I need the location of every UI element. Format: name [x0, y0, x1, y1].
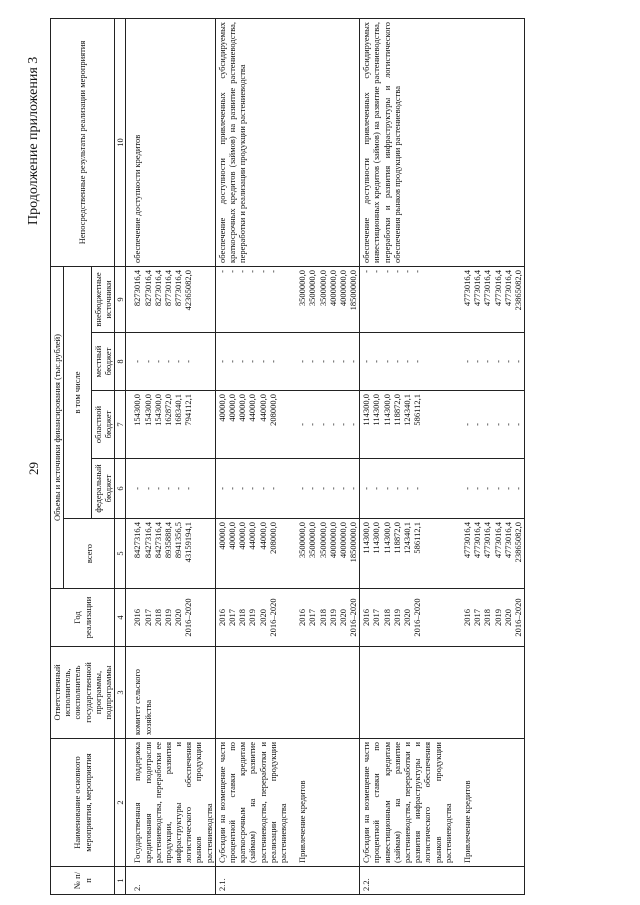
value-line: 2020 — [337, 609, 348, 626]
header-year: Год реализации — [51, 589, 115, 647]
value-line: - — [502, 487, 513, 490]
value-line: - — [472, 423, 483, 426]
value-line: - — [461, 360, 472, 363]
value-line: - — [216, 487, 227, 490]
value-line: 8773016,4 — [173, 269, 184, 307]
value-line: 4773016,4 — [502, 522, 513, 559]
header-results: Непосредственные результаты реализации мероприятия — [51, 18, 115, 266]
value-line: - — [216, 269, 227, 273]
value-line: 3500000,0 — [317, 269, 328, 307]
value-line: - — [361, 487, 372, 490]
value-line: - — [317, 360, 328, 363]
value-line: 2017 — [227, 609, 237, 626]
value-line: 8941356,5 — [173, 522, 184, 559]
row-number: 2.2. — [360, 867, 454, 895]
value-line: 4773016,4 — [461, 269, 472, 307]
value-line: 4000000,0 — [337, 269, 348, 307]
value-line: - — [307, 360, 318, 363]
value-line: - — [391, 269, 402, 273]
value-line: 4773016,4 — [492, 269, 503, 307]
value-line: 8773016,4 — [162, 269, 173, 307]
value-line: 3500000,0 — [297, 269, 308, 307]
value-line: - — [227, 360, 237, 363]
value-line: - — [257, 360, 268, 363]
row-result: обеспечение доступности привлеченных субсидируемых краткосрочных кредитов (займов) на развитие растениеводства, переработки и реализации продукции растениеводства — [215, 18, 289, 266]
value-line: 4000000,0 — [327, 522, 338, 559]
value-line: - — [142, 360, 153, 363]
value-line: - — [482, 487, 493, 490]
value-line: 4773016,4 — [482, 522, 493, 559]
row-name: Государственная поддержка кредитования подотрасли растениеводства, переработки ее продукции, развития инфраструктуры и логистического обеспечения рынков продукции растениеводства — [126, 739, 216, 867]
value-line: 3500000,0 — [317, 522, 328, 559]
table-row — [360, 18, 454, 894]
value-line: - — [297, 487, 308, 490]
value-line: 3500000,0 — [297, 522, 308, 559]
value-line: - — [371, 360, 382, 363]
value-line: 2016–2020 — [512, 598, 523, 637]
value-line: - — [307, 423, 318, 426]
value-line: 2018 — [482, 609, 493, 626]
value-line: 4773016,4 — [461, 522, 472, 559]
value-line: 2017 — [307, 609, 318, 626]
value-line: 2017 — [371, 609, 382, 626]
value-line: - — [381, 487, 392, 490]
table-row — [215, 18, 289, 894]
value-line: - — [482, 423, 493, 426]
value-line: - — [512, 487, 523, 490]
row-number: 2.1. — [215, 867, 289, 895]
value-line: - — [297, 423, 308, 426]
table-row — [126, 18, 216, 894]
value-line: - — [142, 487, 153, 490]
value-line: - — [402, 360, 412, 363]
value-line: 794112,1 — [183, 394, 194, 426]
value-line: - — [267, 360, 278, 363]
value-line: 118872,0 — [391, 394, 402, 426]
value-line: - — [492, 360, 503, 363]
header-regional: областной бюджет — [91, 391, 114, 459]
value-line: 2016 — [132, 609, 143, 626]
column-number: 2 — [115, 739, 126, 867]
column-number: 4 — [115, 589, 126, 647]
header-local: местный бюджет — [91, 333, 114, 391]
value-line: - — [402, 487, 412, 490]
value-line: - — [216, 360, 227, 363]
row-result: обеспечение доступности кредитов — [126, 18, 216, 266]
value-line: 4773016,4 — [472, 522, 483, 559]
value-line: 168340,1 — [173, 394, 184, 426]
value-line: 124340,1 — [402, 522, 412, 554]
value-line: - — [412, 487, 423, 490]
value-line: 40000,0 — [227, 394, 237, 422]
value-line: - — [327, 423, 338, 426]
value-line: 162872,0 — [162, 394, 173, 426]
value-line: 44000,0 — [247, 394, 258, 422]
value-line: 8427316,4 — [142, 522, 153, 559]
value-line: 23865082,0 — [512, 522, 523, 563]
page-number: 29 — [26, 462, 41, 475]
value-line: - — [297, 360, 308, 363]
row-result: обеспечение доступности привлеченных субсидируемых инвестиционных кредитов (займов) на развитие растениеводства, переработки и развития инфраструктуры и логистического обеспечения рынков продукции растениеводства — [360, 18, 454, 266]
header-federal: федеральный бюджет — [91, 459, 114, 519]
value-line: 4000000,0 — [327, 269, 338, 307]
value-line: - — [412, 269, 423, 273]
row-executor: комитет сельского хозяйства — [126, 647, 216, 739]
table-row — [289, 18, 360, 894]
value-line: - — [132, 360, 143, 363]
value-line: - — [327, 487, 338, 490]
value-line: - — [247, 269, 258, 273]
value-line: - — [267, 269, 278, 273]
value-line: - — [361, 269, 372, 273]
value-line: 8427316,4 — [132, 522, 143, 559]
column-number: 5 — [115, 519, 126, 589]
table-header — [51, 18, 126, 894]
column-number: 6 — [115, 459, 126, 519]
value-line: 2018 — [317, 609, 328, 626]
value-line: 40000,0 — [227, 522, 237, 550]
value-line: 2018 — [152, 609, 163, 626]
value-line: 2020 — [402, 609, 412, 626]
header-including: в том числе — [64, 266, 92, 518]
value-line: 2019 — [247, 609, 258, 626]
column-number: 10 — [115, 18, 126, 266]
value-line: - — [337, 487, 348, 490]
value-line: - — [227, 487, 237, 490]
table-body — [126, 18, 525, 894]
value-line: - — [237, 487, 248, 490]
value-line: 114300,0 — [361, 522, 372, 554]
value-line: 4000000,0 — [337, 522, 348, 559]
value-line: 2016–2020 — [412, 598, 423, 637]
value-line: 18500000,0 — [348, 522, 359, 563]
value-line: - — [412, 360, 423, 363]
value-line: - — [173, 360, 184, 363]
value-line: 124340,1 — [402, 394, 412, 426]
value-line: 4773016,4 — [502, 269, 513, 307]
value-line: - — [348, 423, 359, 426]
value-line: - — [391, 487, 402, 490]
value-line: 2016 — [216, 609, 227, 626]
row-executor — [215, 647, 289, 739]
value-line: 8427316,4 — [152, 522, 163, 559]
column-number: 7 — [115, 391, 126, 459]
value-line: 2019 — [162, 609, 173, 626]
value-line: 114300,0 — [381, 522, 392, 554]
value-line: - — [257, 269, 268, 273]
appendix-caption: Продолжение приложения 3 — [26, 56, 41, 225]
value-line: 4773016,4 — [492, 522, 503, 559]
value-line: - — [257, 487, 268, 490]
value-line: - — [482, 360, 493, 363]
value-line: 3500000,0 — [307, 522, 318, 559]
value-line: - — [502, 360, 513, 363]
value-line: - — [237, 360, 248, 363]
value-line: 208000,0 — [267, 394, 278, 426]
value-line: 8273016,4 — [132, 269, 143, 307]
value-line: 44000,0 — [257, 522, 268, 550]
value-line: - — [237, 269, 248, 273]
value-line: - — [247, 360, 258, 363]
value-line: 2020 — [502, 609, 513, 626]
value-line: 42365082,0 — [183, 269, 194, 311]
value-line: 23865082,0 — [512, 269, 523, 311]
column-number: 9 — [115, 266, 126, 332]
table-row — [454, 18, 525, 894]
value-line: - — [472, 487, 483, 490]
value-line: 43159194,1 — [183, 522, 194, 563]
value-line: 114300,0 — [361, 394, 372, 426]
value-line: 40000,0 — [237, 522, 248, 550]
value-line: 2017 — [142, 609, 153, 626]
header-total: всего — [64, 519, 115, 589]
value-line: - — [348, 360, 359, 363]
column-number: 8 — [115, 333, 126, 391]
value-line: - — [492, 487, 503, 490]
value-line: 40000,0 — [216, 522, 227, 550]
value-line: 2016 — [361, 609, 372, 626]
value-line: - — [361, 360, 372, 363]
value-line: 586112,1 — [412, 522, 423, 554]
value-line: 3500000,0 — [307, 269, 318, 307]
value-line: - — [337, 360, 348, 363]
row-number: 2. — [126, 867, 216, 895]
value-line: 2018 — [381, 609, 392, 626]
value-line: - — [152, 360, 163, 363]
value-line: - — [227, 269, 237, 273]
value-line: 114300,0 — [371, 522, 382, 554]
value-line: - — [381, 360, 392, 363]
value-line: - — [173, 487, 184, 490]
value-line: 2019 — [327, 609, 338, 626]
value-line: - — [337, 423, 348, 426]
column-number: 3 — [115, 647, 126, 739]
value-line: - — [402, 269, 412, 273]
value-line: - — [162, 360, 173, 363]
value-line: - — [391, 360, 402, 363]
value-line: 2016–2020 — [267, 598, 278, 637]
value-line: - — [317, 487, 328, 490]
value-line: 114300,0 — [381, 394, 392, 426]
value-line: 40000,0 — [237, 394, 248, 422]
value-line: 44000,0 — [247, 522, 258, 550]
header-num: № п/п — [51, 867, 115, 895]
value-line: 4773016,4 — [472, 269, 483, 307]
value-line: - — [512, 360, 523, 363]
header-name: Наименование основного мероприятия, мероприятия — [51, 739, 115, 867]
value-line: 40000,0 — [216, 394, 227, 422]
value-line: 2019 — [492, 609, 503, 626]
value-line: - — [183, 487, 194, 490]
value-line: - — [461, 487, 472, 490]
value-line: - — [247, 487, 258, 490]
value-line: 118872,0 — [391, 522, 402, 554]
value-line: 2020 — [257, 609, 268, 626]
header-offbudget: внебюджетные источники — [91, 266, 114, 332]
value-line: 8273016,4 — [152, 269, 163, 307]
value-line: - — [371, 269, 382, 273]
value-line: 2016 — [297, 609, 308, 626]
value-line: - — [162, 487, 173, 490]
value-line: 2016–2020 — [183, 598, 194, 637]
value-line: 114300,0 — [371, 394, 382, 426]
financing-table — [50, 18, 525, 895]
value-line: - — [371, 487, 382, 490]
value-line: - — [267, 487, 278, 490]
value-line: 8273016,4 — [142, 269, 153, 307]
value-line: 2019 — [391, 609, 402, 626]
value-line: - — [348, 487, 359, 490]
value-line: 586112,1 — [412, 394, 423, 426]
value-line: 2020 — [173, 609, 184, 626]
value-line: - — [472, 360, 483, 363]
value-line: 154300,0 — [152, 394, 163, 426]
value-line: 4773016,4 — [482, 269, 493, 307]
value-line: - — [317, 423, 328, 426]
row-executor — [360, 647, 454, 739]
value-line: - — [492, 423, 503, 426]
value-line: 2016–2020 — [348, 598, 359, 637]
value-line: 44000,0 — [257, 394, 268, 422]
value-line: 208000,0 — [267, 522, 278, 554]
value-line: 154300,0 — [132, 394, 143, 426]
value-line: - — [381, 269, 392, 273]
header-executor: Ответственный исполнитель, соисполнитель государственной программы, подпрограммы — [51, 647, 115, 739]
value-line: - — [183, 360, 194, 363]
column-number: 1 — [115, 867, 126, 895]
value-line: 2017 — [472, 609, 483, 626]
row-name: Субсидии на возмещение части процентной ставки по краткосрочным кредитам (займам) на развитие растениеводства, переработки и реализации продукции растениеводства — [215, 739, 289, 867]
row-name: Привлечение кредитов — [454, 739, 525, 867]
header-financing: Объемы и источники финансирования (тыс.рублей) — [51, 266, 64, 588]
value-line: 2018 — [237, 609, 248, 626]
value-line: - — [502, 423, 513, 426]
value-line: - — [307, 487, 318, 490]
value-line: - — [327, 360, 338, 363]
value-line: - — [152, 487, 163, 490]
column-numbers-row — [115, 18, 126, 894]
row-name: Субсидии на возмещение части процентной ставки по инвестиционным кредитам (займам) на развитие растениеводства, переработки и развития инфраструктуры и логистического обеспечения рынков продукции растениеводства — [360, 739, 454, 867]
value-line: 8935888,4 — [162, 522, 173, 559]
value-line: 154300,0 — [142, 394, 153, 426]
row-name: Привлечение кредитов — [289, 739, 360, 867]
value-line: - — [461, 423, 472, 426]
value-line: 18500000,0 — [348, 269, 359, 311]
value-line: 2016 — [461, 609, 472, 626]
value-line: - — [512, 423, 523, 426]
value-line: - — [132, 487, 143, 490]
